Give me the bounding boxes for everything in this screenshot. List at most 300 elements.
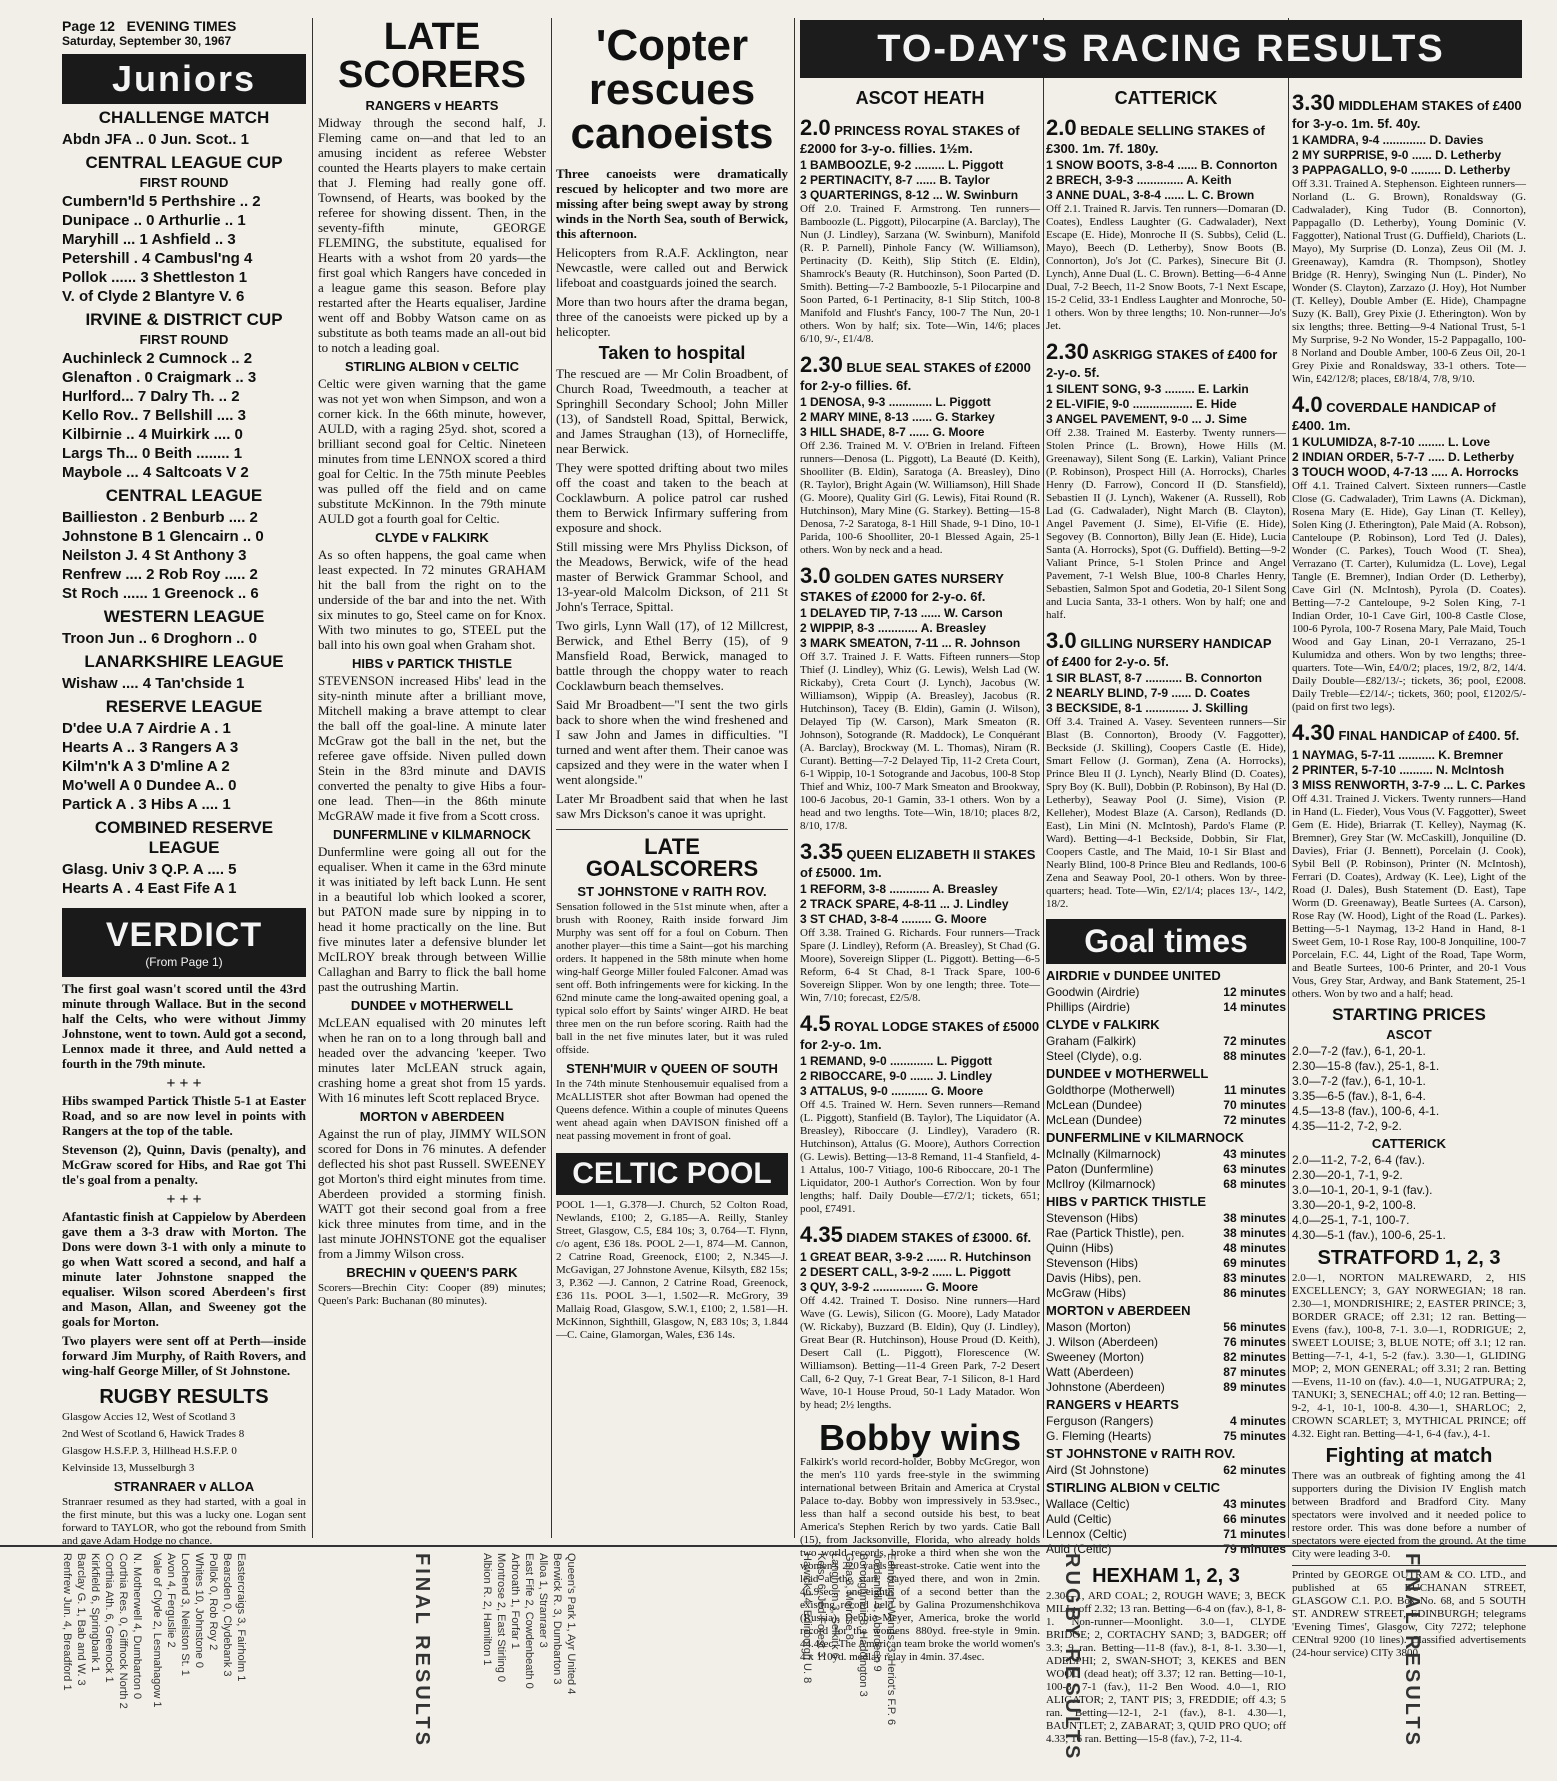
race-placing: 2 PRINTER, 5-7-10 .......... N. McIntosh — [1292, 763, 1505, 777]
goal-row — [1046, 1271, 1286, 1286]
paragraph: Sensation followed in the 51st minute when, after a brush with Rooney, Raith inside forward Jim Murphy was sent off for a foul on Coburn. Then another player—this time a Saint—got his marching orders. It happened in the 58th minute when home wing-half George Miller fouled Falconer. Amad was sent off. Both infringements were for kicking. In the 62nd minute came the long-awaited opening goal, a typical solo effort by Saints' winger AIRD. He beat three men on the run before scoring. Raith had the ball in the net five minutes later, but it was ruled offside. — [556, 901, 788, 1056]
result-line: Bearsden 0, Clydebank 3 — [221, 1553, 233, 1677]
race-name: BEDALE SELLING STAKES of £300. 1m. 7f. 180y. — [1046, 123, 1265, 156]
result-line: Hearts A . 4 East Fife A 1 — [62, 880, 237, 897]
result-line: Glasg. Univ 3 Q.P. A .... 5 — [62, 861, 237, 878]
match-heading: HIBS v PARTICK THISTLE — [351, 656, 513, 671]
scorer: Quinn (Hibs) — [1046, 1241, 1114, 1255]
race-placing: 3 QUY, 3-9-2 ............... G. Moore — [800, 1280, 979, 1294]
sp-line: 2.0—11-2, 7-2, 6-4 (fav.). — [1292, 1153, 1425, 1167]
paragraph: Helicopters from R.A.F. Acklington, near Newcastle, were called out and Berwick lifeboat and coastguards joined the search. — [556, 245, 788, 290]
race-name: FINAL HANDICAP of £400. 5f. — [1334, 728, 1520, 743]
goal-row — [1046, 1512, 1286, 1527]
scorer: Graham (Falkirk) — [1046, 1034, 1137, 1048]
scorer: Ferguson (Rangers) — [1046, 1414, 1154, 1428]
result-line: Jordanhill 3, Aberdeen 9 — [871, 1553, 883, 1672]
goal-minute: 69 minutes — [1223, 1256, 1286, 1270]
race-name: MIDDLEHAM STAKES of £400 for 3-y-o. 1m. 5f. 40y. — [1292, 98, 1522, 131]
race-time: 2.30 — [1046, 339, 1089, 364]
goal-minute: 70 minutes — [1223, 1098, 1286, 1112]
column-rule — [1288, 18, 1289, 1538]
scorer: Stevenson (Hibs) — [1046, 1256, 1139, 1270]
race-name: GILLING NURSERY HANDICAP of £400 for 2-y-o. 5f. — [1046, 636, 1272, 669]
scorer: Sweeney (Morton) — [1046, 1350, 1145, 1364]
result-line: Mo'well A 0 Dundee A.. 0 — [62, 777, 237, 794]
race-heading — [800, 839, 1040, 880]
race-time: 3.0 — [800, 563, 831, 588]
race-notes: Off 4.31. Trained J. Vickers. Twenty runners—Hand in Hand (L. Fieder), Vous Vous (V. Faggotter), Sweet Gem (E. Hide), Briarrak (T. Kelley), Naymag (K. Bremner), Grey Star (W. McCaskill), Jonquiline (D. Davies), Friar (J. Bennett), Porcelain (J. Cook), Sybil Bell (P. Robinson), Printer (N. McIntosh), Ferrari (D. Coates), Ardway (K. Lee), Light of the Road (J. Dales), Bush Statement (D. East), Tape Worm (D. Greenaway), Beatle Surtees (A. Carson), Rose Ray (W. Hood), Light of the Road (L. Parkes). Betting—5-1 Naymag, 13-2 Hand in Hand, 8-1 Sweet Gem, 10-1 Rose Ray, 100-8 Jonquiline, 100-7 Porcelain, F.C. 44, Light of the Road, Tape Worm, and Beatle Surtees, 100-6 Printer, and 20-1 Vous Vous, Grey Star, Ardway, and Bank Statement, 25-1 others. Won by two and a half; head. — [1292, 793, 1526, 1000]
match-heading: DUNDEE v MOTHERWELL — [1046, 1066, 1209, 1081]
scorer: McInally (Kilmarnock) — [1046, 1147, 1161, 1161]
course-name: ASCOT — [1386, 1027, 1432, 1042]
page-number: Page 12 — [62, 18, 115, 34]
race-placing: 2 TRACK SPARE, 4-8-11 ... J. Lindley — [800, 897, 1009, 911]
paragraph: Scorers—Brechin City: Cooper (89) minutes; Queen's Park: Buchanan (80 minutes). — [318, 1282, 546, 1307]
result-line: Pollok 0, Rob Roy 2 — [207, 1553, 219, 1651]
result-line: Edinburgh Wands. 3, Heriot's F.P. 6 — [885, 1553, 897, 1726]
race-placing: 3 BECKSIDE, 8-1 ............. J. Skilling — [1046, 701, 1249, 715]
result-line: Lochend 3, Neilston St. 1 — [179, 1553, 191, 1676]
paragraph: McLEAN equalised with 20 minutes left when he ran on to a long through ball and headed over the advancing 'keeper. Two minutes later McLEAN struck again, crashing home a great shot from 15 yards. With 16 minutes left Scott replaced Bryce. — [318, 1015, 546, 1105]
paragraph: As so often happens, the goal came when least expected. In 72 minutes GRAHAM hit the ball from the right on to the underside of the bar and into the net. With six minutes to go, Steel came on for Knox. With two minutes to go, STEEL put the ball into his own goal when Graham shot. — [318, 547, 546, 652]
race-heading — [800, 1222, 1040, 1248]
result-line: D'dee U.A 7 Airdrie A . 1 — [62, 720, 231, 737]
hexham-title: HEXHAM 1, 2, 3 — [1092, 1565, 1240, 1587]
race-placing: 3 PAPPAGALLO, 9-0 ......... D. Letherby — [1292, 163, 1511, 177]
result-line: Renfrew .... 2 Rob Roy ..... 2 — [62, 566, 258, 583]
race-notes: Off 3.7. Trained J. F. Watts. Fifteen runners—Stop Thief (J. Lindley), Whiz (G. Lewis), Welsh Lad (W. Rickaby), Creta Court (J. Lynch), Jacobus (W. Williamson), Wippip (A. Breasley), Jacobus (R. Hutchinson), Tacey (B. Eldin), Gamin (J. Wilson), Delayed Tip (W. Carson), Mark Smeaton (R. Johnson), Sotogrande (R. Maddock), Le Conquérant (A. Barclay), Brockway (M. L. Thomas), Niram (R. Curant). Betting—7-2 Delayed Tip, 11-2 Creta Court, 6-1 Wippip, 10-1 Sotogrande and Jacobus, 100-8 Stop Thief and Whiz, 100-7 Mark Smeaton and Brookway, 100-6 Jacobus, 20-1 Gamin, 33-1 others. Won by a head and two lengths. Tote—Win, 18/10; places 8/2, 8/10, 17/8. — [800, 651, 1040, 832]
late-goalscorers-title: LATE GOALSCORERS — [556, 829, 788, 880]
race-name: GOLDEN GATES NURSERY STAKES of £2000 for 2-y-o. 6f. — [800, 571, 1004, 604]
match-heading: BRECHIN v QUEEN'S PARK — [346, 1265, 518, 1280]
race-placing: 1 SNOW BOOTS, 3-8-4 ...... B. Connorton — [1046, 158, 1278, 172]
course-name: CATTERICK — [1114, 88, 1218, 108]
goal-row — [1046, 1000, 1286, 1015]
sp-line: 3.30—20-1, 9-2, 100-8. — [1292, 1198, 1417, 1212]
goal-row — [1046, 1320, 1286, 1335]
goal-minute: 12 minutes — [1223, 985, 1286, 999]
race-placing: 3 MISS RENWORTH, 3-7-9 ... L. C. Parkes — [1292, 778, 1526, 792]
goal-minute: 62 minutes — [1223, 1463, 1286, 1477]
scorer: Wallace (Celtic) — [1046, 1497, 1130, 1511]
scorer: Goldthorpe (Motherwell) — [1046, 1083, 1175, 1097]
match-heading: RANGERS v HEARTS — [365, 98, 499, 113]
race-placing: 2 PERTINACITY, 8-7 ...... B. Taylor — [800, 173, 990, 187]
goal-row — [1046, 1414, 1286, 1429]
scorer: Auld (Celtic) — [1046, 1542, 1112, 1556]
goal-minute: 14 minutes — [1223, 1000, 1286, 1014]
race-placing: 3 TOUCH WOOD, 4-7-13 ..... A. Horrocks — [1292, 465, 1519, 479]
goal-minute: 43 minutes — [1223, 1497, 1286, 1511]
result-line: Albion R. 2, Hamilton 1 — [481, 1553, 493, 1666]
issue-date: Saturday, September 30, 1967 — [62, 34, 232, 48]
result-line: Hurlford... 7 Dalry Th. .. 2 — [62, 388, 240, 405]
sp-line: 4.5—13-8 (fav.), 100-6, 4-1. — [1292, 1104, 1440, 1118]
sp-line: 2.0—7-2 (fav.), 6-1, 20-1. — [1292, 1044, 1426, 1058]
result-line: Neilston J. 4 St Anthony 3 — [62, 547, 247, 564]
race-name: PRINCESS ROYAL STAKES of £2000 for 3-y-o. fillies. 1½m. — [800, 123, 1020, 156]
race-placing: 1 REFORM, 3-8 ............ A. Breasley — [800, 882, 998, 896]
result-line: Wishaw .... 4 Tan'chside 1 — [62, 675, 245, 692]
race-placing: 1 NAYMAG, 5-7-11 ........... K. Bremner — [1292, 748, 1503, 762]
goal-minute: 56 minutes — [1223, 1320, 1286, 1334]
goal-row — [1046, 1527, 1286, 1542]
goal-row — [1046, 1286, 1286, 1301]
column-rule — [794, 18, 795, 1538]
goal-row — [1046, 1350, 1286, 1365]
paragraph: More than two hours after the drama began, three of the canoeists were picked up by a helicopter. — [556, 294, 788, 339]
match-heading: STRANRAER v ALLOA — [113, 1479, 255, 1494]
bobby-headline: Bobby wins — [818, 1417, 1021, 1458]
paragraph: Two players were sent off at Perth—inside forward Jim Murphy, of Raith Rovers, and wing-half George Miller, of St Johnstone. — [62, 1333, 306, 1378]
paragraph: 2.30—1, ARD COAL; 2, ROUGH WAVE; 3, BECK MILL; off 2.32; 13 ran. Betting—6-4 on (fav.), 8-1, 8-1. Non-runner—Moonlight. 3.0—1, CLYDE BRIDGE; 2, CORTACHY SAND; 3, BADGER; off 3.3; 9 ran. Betting—11-8 (fav.), 8-1, 8-1. 3.30—1, ADELPHI; 2, SWAN-SHOT; 3, KEKES and BEN WOOD (dead heat); off 3.37; 12 ran. Betting—10-1, 100-8, 7-1 (fav.), 11-2 Ben Wood. 4.0—1, RIO ALIGATOR; 2, TANT PIS; 3, FREDDIE; off 4.3; 5 ran. Betting—12-1, 2-1 (fav.), 8-1. 4.30—1, BAUNTLET; 2, ZABARAT; 3, QUID PRO QUO; off 4.33; 16 ran. Betting—15-8 (fav.), 7-2, 11-4. — [1046, 1590, 1286, 1745]
match-heading: STIRLING ALBION v CELTIC — [1046, 1480, 1221, 1495]
late-scorers-section — [318, 98, 546, 1308]
paragraph: Falkirk's world record-holder, Bobby McGregor, won the men's 110 yards free-style in the swimming international between Britain and America at Crystal Palace to-day. Bobby won impressively in 53.9sec., less than half a second outside his best, to beat America's Stephen Rerich by two yards. Catie Ball (15), from Jacksonville, Florida, who already holds two world records, broke a third when she won the women's 220 yards breast-stroke. Catie went into the lead at the start, stayed there, and won in 2min. 46.9sec., one-eighth of a second better than the existing record held by Galina Prozumenshchikova (Russia). Debbie Meyer, America, broke the world record for the womens 880yd. free-style in 9min. 44.4sec. The American team broke the world women's 4 x 110yd. medlay relay in 4min. 37.4sec. — [800, 1456, 1040, 1663]
race-time: 3.30 — [1292, 90, 1335, 115]
goal-row — [1046, 1365, 1286, 1380]
race-placing: 1 SILENT SONG, 9-3 ......... E. Larkin — [1046, 382, 1249, 396]
goal-row — [1046, 1497, 1286, 1512]
race-name: BLUE SEAL STAKES of £2000 for 2-y-o fillies. 6f. — [800, 360, 1031, 393]
match-heading: ST JOHNSTONE v RAITH ROV. — [1046, 1446, 1236, 1461]
goal-minute: 89 minutes — [1223, 1380, 1286, 1394]
scorer: G. Fleming (Hearts) — [1046, 1429, 1152, 1443]
result-line: Glenafton . 0 Craigmark .. 3 — [62, 369, 257, 386]
match-heading: HIBS v PARTICK THISTLE — [1046, 1194, 1207, 1209]
copter-headline: 'Copter rescues canoeists — [570, 21, 774, 158]
race-placing: 2 RIBOCCARE, 9-0 ....... J. Lindley — [800, 1069, 993, 1083]
paragraph: The first goal wasn't scored until the 43rd minute through Wallace. But in the second half the Celts, who were without Jimmy Johnstone, went to town. Auld got a second, Lennox made it three, and Auld netted a fourth in the 79th minute. — [62, 981, 306, 1071]
scorer: McGraw (Hibs) — [1046, 1286, 1126, 1300]
race-placing: 1 DENOSA, 9-3 ............. L. Piggott — [800, 395, 991, 409]
race-notes: Off 4.5. Trained W. Hern. Seven runners—Remand (L. Piggott), Stanfield (B. Taylor), The Liquidator (A. Breasley), Riboccare (J. Lindley), Varadero (R. Hutchinson), Attalus (G. Moore), Authors Correction (G. Lewis). Betting—13-8 Remand, 11-4 Stanfield, 4-1 Attalus, 100-7 Vitiago, 100-6 Riboccare, 20-1 The Liquidator, 200-1 Author's Correction. Won by four lengths; half. Daily Double—£7/2/1; tickets, 651; pool, £7491. — [800, 1099, 1040, 1215]
final-results-label: FINAL RESULTS — [411, 1553, 433, 1748]
race-notes: Off 3.31. Trained A. Stephenson. Eighteen runners—Norland (L. G. Brown), Ronaldsway (G. Cadwalader), King Tudor (B. Connorton), Pappagallo (D. Letherby), Young Dominic (V. Faggotter), National Trust (G. Duffield), Chariots (L. Mayo), My Surprise (D. Lonza), Zeus Oil (M. J. Greenaway), Kamdra (R. Thompson), Shotley Bridge (R. Henry), Swinging Nun (L. Pinder), No Wonder (S. Clayton), Zarzazo (J. Hoy), Hot Number (T. Kelley), Double Amber (E. Hide), Champagne Suzy (K. Ball), Grey Pixie (J. Etherington). Won by six lengths; three. Betting—9-4 National Trust, 5-1 My Surprise, 9-2 No Wonder, 15-2 Pappagallo, 100-8 Norland and Double Amber, 100-6 Zeus Oil, 20-1 Grey Pixie and Ronaldsway, 33-1 others. Tote—Win, £42/12/8; places, £8/18/4, 7/8, 9/10. — [1292, 178, 1526, 385]
result-line: Maryhill ... 1 Ashfield .. 3 — [62, 231, 236, 248]
starting-prices-title: STARTING PRICES — [1332, 1005, 1486, 1024]
scorer: Phillips (Airdrie) — [1046, 1000, 1131, 1014]
column-rule — [1043, 18, 1044, 1538]
course-name: ASCOT HEATH — [855, 88, 985, 108]
paragraph: Two girls, Lynn Wall (17), of 12 Millcrest, Berwick, and Ethel Berry (15), of 9 Mansfield Road, Berwick, managed to battle through the choppy water to reach Cocklawburn beach themselves. — [556, 618, 788, 693]
race-heading — [1046, 339, 1286, 380]
match-heading: AIRDRIE v DUNDEE UNITED — [1046, 968, 1221, 983]
results-list — [150, 1553, 248, 1773]
sp-line: 4.30—5-1 (fav.), 100-6, 25-1. — [1292, 1228, 1446, 1242]
sp-line: 3.0—7-2 (fav.), 6-1, 10-1. — [1292, 1074, 1426, 1088]
paragraph: Said Mr Broadbent—"I sent the two girls back to shore when the wind freshened and I saw John and James in difficulties. "I turned and went after them. Their canoe was capsized and they were in the water when I went alongside." — [556, 697, 788, 787]
race-heading — [1046, 628, 1286, 669]
race-list — [1292, 90, 1526, 1001]
result-line: Whites 10, Johnstone 0 — [193, 1553, 205, 1668]
race-heading — [1292, 90, 1526, 131]
section-heading: COMBINED RESERVE LEAGUE — [94, 818, 274, 857]
rugby-line: 2nd West of Scotland 6, Hawick Trades 8 — [62, 1428, 245, 1440]
race-notes: Off 3.4. Trained A. Vasey. Seventeen runners—Sir Blast (B. Connorton), Broody (V. Faggotter), Beckside (J. Skilling), Coopers Castle (E. Hide), Smart Fellow (J. Gorman), Zena (A. Horrocks), Prince Bleu II (J. Lynch), Nearly Blind (D. Coates), Spry Boy (K. Bull), Dobbin (P. Robinson), By Hal (D. Letherby), Seaway Pool (J. Sime), Vision (P. Kelleher), Modest Blaze (A. Carson), Redlands (D. East), Lin Mini (N. McIntosh), Pardo's Flame (P. Ward). Betting—4-1 Beckside, Dobbin, Sir Flat, Coopers Castle, and The Maid, 10-1 Sir Blast and Nearly Blind, 100-8 Prince Bleu and Redlands, 100-6 Zena and Seaway Pool, 20-1 others. Won by three-quarters; head. Tote—Win, £2/1/4; places 13/-, 14/2, 18/2. — [1046, 716, 1286, 910]
race-placing: 2 INDIAN ORDER, 5-7-7 ..... D. Letherby — [1292, 450, 1515, 464]
race-time: 3.0 — [1046, 628, 1077, 653]
race-time: 4.5 — [800, 1011, 831, 1036]
sp-line: 4.0—25-1, 7-1, 100-7. — [1292, 1213, 1410, 1227]
race-name: QUEEN ELIZABETH II STAKES of £5000. 1m. — [800, 847, 1036, 880]
goal-minute: 83 minutes — [1223, 1271, 1286, 1285]
goal-minute: 79 minutes — [1223, 1542, 1286, 1556]
race-placing: 1 DELAYED TIP, 7-13 ...... W. Carson — [800, 606, 1003, 620]
goal-minute: 87 minutes — [1223, 1365, 1286, 1379]
verdict-banner — [62, 908, 306, 977]
scorer: Goodwin (Airdrie) — [1046, 985, 1140, 999]
goal-minute: 88 minutes — [1223, 1049, 1286, 1063]
result-line: Queen's Park 1, Ayr United 4 — [565, 1553, 577, 1695]
race-heading — [800, 115, 1040, 156]
result-line: Pollok ...... 3 Shettleston 1 — [62, 269, 248, 286]
sp-line: 2.30—20-1, 7-1, 9-2. — [1292, 1168, 1403, 1182]
race-notes: Off 2.0. Trained F. Armstrong. Ten runners—Bamboozle (L. Piggott), Pilocarpine (A. Barclay), The Nun (J. Lindley), Sarzana (W. Swinburn), Manifold (R. P. Parnell), Pinhole Fancy (W. Williamson), Pertinacity (D. Keith), Slip Stitch (E. Eldin), Shamrock's Beauty (R. Hutchinson), Soon Parted (D. Smith). Betting—7-2 Bamboozle, 5-1 Pilocarpine and Soon Parted, 6-1 Pertinacity, 8-1 Slip Stitch, 100-8 Manifold and Flusht's Fancy, 100-7 The Nun, 20-1 others. Won by half; six. Tote—Win, 14/6; places 6/10, 9/-, £1/4/8. — [800, 203, 1040, 345]
match-heading: STENH'MUIR v QUEEN OF SOUTH — [566, 1061, 778, 1076]
verdict-title: VERDICT — [105, 916, 263, 954]
race-time: 4.0 — [1292, 392, 1323, 417]
match-heading: ST JOHNSTONE v RAITH ROV. — [577, 884, 767, 899]
paragraph: In the 74th minute Stenhousemuir equalised from a McALLISTER shot after Bowman had opened the Queens defence. Within a couple of minutes Queens went ahead again when DAVISON finished off a neat passing movement in front of goal. — [556, 1078, 788, 1142]
result-line: Montrose 2, East Stirling 0 — [495, 1553, 507, 1683]
round-label: FIRST ROUND — [139, 175, 229, 190]
section-heading: CENTRAL LEAGUE — [105, 486, 263, 505]
match-heading: DUNFERMLINE v KILMARNOCK — [1046, 1130, 1244, 1145]
scorer: Stevenson (Hibs) — [1046, 1211, 1139, 1225]
paragraph: STEVENSON increased Hibs' lead in the sity-ninth minute after a brilliant move, Mitchell making a brave attempt to clear the ball off the goal-line. A minute later McGraw got the ball in the net, but the referee gave offside. Niven pulled down Stein in the 83rd minute and DAVIS converted the penalty to give Hibs a four-one lead. Then—in the 86th minute McGRAW made it five from a Scott cross. — [318, 673, 546, 823]
result-line: Dunipace .. 0 Arthurlie .. 1 — [62, 212, 246, 229]
fighting-title: Fighting at match — [1325, 1445, 1493, 1467]
scorer: McLean (Dundee) — [1046, 1098, 1143, 1112]
goal-minute: 63 minutes — [1223, 1162, 1286, 1176]
race-name: ASKRIGG STAKES of £400 for 2-y-o. 5f. — [1046, 347, 1278, 380]
match-heading: DUNDEE v MOTHERWELL — [350, 998, 514, 1013]
goal-row — [1046, 1049, 1286, 1064]
final-results-label-block — [410, 1553, 450, 1773]
column-rule — [312, 18, 313, 1538]
goal-row — [1046, 1226, 1286, 1241]
result-line: Kello Rov.. 7 Bellshill .... 3 — [62, 407, 246, 424]
goal-minute: 75 minutes — [1223, 1429, 1286, 1443]
goal-row — [1046, 1083, 1286, 1098]
late-scorers-title: LATE SCORERS — [338, 16, 526, 96]
race-placing: 3 ANNE DUAL, 3-8-4 ...... L. C. Brown — [1046, 188, 1255, 202]
race-placing: 3 MARK SMEATON, 7-11 ... R. Johnson — [800, 636, 1021, 650]
race-heading — [1292, 720, 1526, 746]
goal-minute: 43 minutes — [1223, 1147, 1286, 1161]
match-heading: CLYDE v FALKIRK — [1046, 1017, 1160, 1032]
results-list — [800, 1553, 898, 1773]
paragraph: Celtic were given warning that the game was not yet won when Simpson, and won a corner kick. In the 66th minute, however, AULD, with a raging 25yd. shot, scored a brilliant second goal for Celtic. Nineteen minutes from time LENNOX scored a third goal for Celtic. In the 75th minute Peebles was pulled off the field and on came substitute McKinnon. In the 79th minute AULD got a fourth goal for Celtic. — [318, 376, 546, 526]
result-line: Baillieston . 2 Benburb .... 2 — [62, 509, 258, 526]
sp-list — [1292, 1153, 1526, 1243]
result-line: Renfrew Jun. 4, Breadford 1 — [61, 1553, 73, 1691]
race-placing: 1 GREAT BEAR, 3-9-2 ...... R. Hutchinson — [800, 1250, 1032, 1264]
scorer: Rae (Partick Thistle), pen. — [1046, 1226, 1185, 1240]
race-placing: 3 ANGEL PAVEMENT, 9-0 ... J. Sime — [1046, 412, 1247, 426]
race-list — [1046, 115, 1286, 911]
race-name: ROYAL LODGE STAKES of £5000 for 2-y-o. 1m. — [800, 1019, 1040, 1052]
results-list — [480, 1553, 578, 1773]
section-heading: IRVINE & DISTRICT CUP — [85, 310, 283, 329]
paragraph: Stranraer resumed as they had started, with a goal in the first minute, but this was a lucky one. Logan sent forward to TAYLOR, who got the rebound from Smith and gave Adam Hodge no chance. — [62, 1496, 306, 1547]
race-placing: 2 DESERT CALL, 3-9-2 ...... L. Piggott — [800, 1265, 1011, 1279]
separator: + + + — [166, 1075, 202, 1092]
result-line: Barclay G. 1, Bab and W. 3 — [75, 1553, 87, 1686]
result-line: Hawick 14, Edinburgh U. 8 — [801, 1553, 813, 1684]
race-time: 4.30 — [1292, 720, 1335, 745]
race-list — [800, 115, 1040, 1412]
race-placing: 2 MY SURPRISE, 9-0 ...... D. Letherby — [1292, 148, 1502, 162]
results-block — [800, 1553, 1040, 1773]
result-line: Corthia Ath. 6, Greenock 1 — [103, 1553, 115, 1683]
result-line: Hearts A .. 3 Rangers A 3 — [62, 739, 239, 756]
race-placing: 1 BAMBOOZLE, 9-2 ......... L. Piggott — [800, 158, 1004, 172]
race-notes: Off 2.38. Trained M. Easterby. Twenty runners—Stolen Prince (L. Brown), Howe Hills (M. Greenaway), Silent Song (E. Larkin), Valiant Prince (P. Robinson), Prospect Hill (A. Horrocks), Charles Henry (D. Farrow), Concord II (D. Stansfield), Sebastien II (J. Lynch), Wakener (A. Russell), Rob Lad (G. Cadwalader), Night March (B. Clayton), Angel Pavement (J. Sime), El-Vifie (E. Hide), Segovey (B. Connorton), Billy Jean (E. Hide), Lucia Santa (A. Horrocks), Spot (G. Duffield). Betting—9-2 Valiant Prince, 5-1 Stolen Prince and Angel Pavement, 7-1 Welsh Blue, 100-8 Charles Henry, Sebastien, Salmon Spot and Godetia, 20-1 Silent Song and Lucia Santa, 33-1 others. Won by half; one and half. — [1046, 427, 1286, 621]
goal-minute: 66 minutes — [1223, 1512, 1286, 1526]
results-block — [150, 1553, 400, 1773]
paragraph: Dunfermline were going all out for the equaliser. When it came in the 63rd minute it was initiated by left back Lunn. He sent in a beautiful lob which looked a scorer, but PATON made sure by nipping in to head it home practically on the line. But five minutes later a defensive blunder let McILROY break through between Willie Callaghan and Barry to flick the ball home past the outrushing Martin. — [318, 844, 546, 994]
goal-row — [1046, 1034, 1286, 1049]
goal-row — [1046, 985, 1286, 1000]
goal-row — [1046, 1463, 1286, 1478]
race-placing: 3 QUARTERINGS, 8-12 ... W. Swinburn — [800, 188, 1019, 202]
race-placing: 1 SIR BLAST, 8-7 ........... B. Connorton — [1046, 671, 1263, 685]
result-line: Gala 3, Melrose 8 — [843, 1553, 855, 1640]
result-line: V. of Clyde 2 Blantyre V. 6 — [62, 288, 245, 305]
scorer: Auld (Celtic) — [1046, 1512, 1112, 1526]
race-time: 3.35 — [800, 839, 843, 864]
race-heading — [800, 563, 1040, 604]
paragraph: There was an outbreak of fighting among the 41 supporters during the Division IV English match between Bradford and Bradford City. Many spectators were involved and it needed police to restore order. This was done before a number of spectators were ejected from the ground. At the time City were leading 3-0. — [1292, 1470, 1526, 1560]
result-line: Avon 4, Ferguslie 2 — [165, 1553, 177, 1648]
final-results-label: FINAL RESULTS — [1401, 1553, 1423, 1748]
scorer: Paton (Dunfermline) — [1046, 1162, 1154, 1176]
course-name: CATTERICK — [1371, 1136, 1447, 1151]
race-time: 2.0 — [1046, 115, 1077, 140]
result-line: Cumbern'ld 5 Perthshire .. 2 — [62, 193, 261, 210]
paragraph: They were spotted drifting about two miles off the coast and taken to the beach at Cocklawburn. A police patrol car rushed them to Berwick Infirmary suffering from exposure and shock. — [556, 460, 788, 535]
scorer: Johnstone (Aberdeen) — [1046, 1380, 1165, 1394]
match-heading: STIRLING ALBION v CELTIC — [344, 359, 520, 374]
results-list — [60, 1553, 144, 1773]
result-line: Arbroath 1, Forfar 1 — [509, 1553, 521, 1649]
section-heading: CENTRAL LEAGUE CUP — [85, 153, 283, 172]
column-late-scorers — [318, 18, 546, 1538]
goal-row — [1046, 1335, 1286, 1350]
race-placing: 1 REMAND, 9-0 ............. L. Piggott — [800, 1054, 993, 1068]
rugby-line: Glasgow Accies 12, West of Scotland 3 — [62, 1411, 236, 1423]
match-heading: DUNFERMLINE v KILMARNOCK — [333, 827, 531, 842]
column-copter — [556, 18, 788, 1538]
race-placing: 2 EL-VIFIE, 9-0 .................. E. Hide — [1046, 397, 1237, 411]
race-name: COVERDALE HANDICAP of £400. 1m. — [1292, 400, 1496, 433]
goal-row — [1046, 1113, 1286, 1128]
final-results-strip — [0, 1545, 1557, 1781]
column-juniors — [62, 18, 306, 1547]
result-line: Auchinleck 2 Cumnock .. 2 — [62, 350, 253, 367]
goal-minute: 86 minutes — [1223, 1286, 1286, 1300]
goal-minute: 68 minutes — [1223, 1177, 1286, 1191]
scorer: J. Wilson (Aberdeen) — [1046, 1335, 1159, 1349]
goal-row — [1046, 1177, 1286, 1192]
paragraph: 2.0—1, NORTON MALREWARD, 2, HIS EXCELLENCY; 3, GAY NORWEGIAN; 18 ran. 2.30—1, MONDRISHIRE; 2, EASTER PRINCE; 3, BORDER GRACE; off 2.31; 12 ran. Betting—Evens (fav.), 100-8, 7-1. 3.0—1, RODRIGUE; 2, SWEET LOUISE; 3, BLUE NOTE; off 3.1; 12 ran. Betting—7-1, 4-1, 5-2 (fav.). 3.30—1, GLIDING MOP; 2, MON GENERAL; off 3.31; 2 ran. Betting—Evens, 11-10 on (fav.). 4.0—1, NUGATPURA; 2, TANUKI; 3, SENECHAL; off 4.0; 12 ran. Betting—9-2, 4-1, 10-1, 100-8. 4.30—1, SHARLOC; 2, CROWN SCARLET; 3, MYTHICAL PRINCE; off 4.32. Eight ran. Betting—4-1, 6-4 (fav.), 4-1. — [1292, 1272, 1526, 1440]
final-results-label-block — [1400, 1553, 1440, 1773]
result-line: Petershill . 4 Cambusl'ng 4 — [62, 250, 253, 267]
rugby-line: Kelvinside 13, Musselburgh 3 — [62, 1462, 195, 1474]
race-notes: Off 2.36. Trained M. V. O'Brien in Ireland. Fifteen runners—Denosa (L. Piggott), La Beauté (D. Keith), Shoolliter (B. Eldin), Saratoga (A. Breasley), Dino (R. Taylor), Bright Again (W. Williamson), Hill Shade (G. Moore), Quality Girl (G. Lewis), Fitai Round (R. Hutchinson), Mary Mine (G. Starkey). Betting—15-8 Denosa, 7-2 Saratoga, 8-1 Hill Shade, 9-1 Dino, 10-1 Parida, 100-6 Shoolliter, 20-1 Blessed Again, 25-1 others. Won by neck and a head. — [800, 440, 1040, 556]
paper-name: EVENING TIMES — [126, 18, 237, 34]
scorer: Aird (St Johnstone) — [1046, 1463, 1149, 1477]
race-placing: 3 HILL SHADE, 8-7 ...... G. Moore — [800, 425, 985, 439]
result-line: Boroughmuir 8, Haddington 3 — [857, 1553, 869, 1697]
section-heading: RESERVE LEAGUE — [105, 697, 263, 716]
goal-minute: 48 minutes — [1223, 1241, 1286, 1255]
goal-minute: 71 minutes — [1223, 1527, 1286, 1541]
paragraph: Three canoeists were dramatically rescued by helicopter and two more are missing after being swept away by strong winds in the North Sea, south of Berwick, this afternoon. — [556, 166, 788, 241]
goal-row — [1046, 1098, 1286, 1113]
result-line: Abdn JFA .. 0 Jun. Scot.. 1 — [62, 131, 249, 148]
race-placing: 2 NEARLY BLIND, 7-9 ...... D. Coates — [1046, 686, 1251, 700]
goal-minute: 38 minutes — [1223, 1211, 1286, 1225]
goal-times-title: Goal times — [1046, 919, 1286, 964]
race-time: 4.35 — [800, 1222, 843, 1247]
paragraph: Stevenson (2), Quinn, Davis (penalty), and McGraw scored for Hibs, and Rae got Thi tle's goal from a penalty. — [62, 1142, 306, 1187]
result-line: St Roch ...... 1 Greenock .. 6 — [62, 585, 259, 602]
round-label: FIRST ROUND — [139, 332, 229, 347]
racing-results-banner: TO-DAY'S RACING RESULTS — [800, 20, 1522, 78]
result-line: Eastercraigs 3, Fairholm 1 — [235, 1553, 247, 1682]
goal-row — [1046, 1241, 1286, 1256]
goal-row — [1046, 1429, 1286, 1444]
race-heading — [1046, 115, 1286, 156]
result-line: Troon Jun .. 6 Droghorn .. 0 — [62, 630, 258, 647]
scorer: Steel (Clyde), o.g. — [1046, 1049, 1143, 1063]
goal-minute: 76 minutes — [1223, 1335, 1286, 1349]
result-line: Largs Th... 0 Beith ........ 1 — [62, 445, 243, 462]
result-line: Partick A . 3 Hibs A .... 1 — [62, 796, 231, 813]
goal-row — [1046, 1147, 1286, 1162]
goal-minute: 11 minutes — [1223, 1083, 1286, 1097]
result-line: Vale of Clyde 2, Lesmahagow 1 — [151, 1553, 163, 1708]
goal-times-list — [1046, 968, 1286, 1557]
race-placing: 3 ST CHAD, 3-8-4 ......... G. Moore — [800, 912, 987, 926]
paragraph: Midway through the second half, J. Fleming came on—and that led to an amusing incident as referee Webster counted the Hearts players to make certain that J. Fleming had really gone off. Townsend, of Hearts, was booked by the referee for showing dissent. Then, in the seventy-fifth minute, GEORGE FLEMING, the substitute, equalised for Hearts with a wshot from 20 yards—the first goal which Rangers have conceded in a league game this season. Before play restarted after the Hearts equaliser, Jardine went off and Bobby Watson came on as substitute as both teams made an all-out bid to notch a leading goal. — [318, 115, 546, 355]
race-name: DIADEM STAKES of £3000. 6f. — [842, 1230, 1032, 1245]
results-block — [60, 1553, 143, 1773]
section-heading: LANARKSHIRE LEAGUE — [84, 652, 284, 671]
race-placing: 1 KAMDRA, 9-4 ............. D. Davies — [1292, 133, 1484, 147]
race-notes: Off 2.1. Trained R. Jarvis. Ten runners—Domaran (D. Coates), Endless Laughter (G. Cadwalader), Next Escape (E. Hide), Monroche II (S. Subbs), Celid (L. Mayo), Beech (D. Letherby), Snow Boots (B. Connorton), Jo's Jot (C. Parkes), Sinecure Bit (J. Lynch), Anne Dual (L. C. Brown). Betting—6-4 Anne Dual, 7-2 Beech, 11-2 Snow Boots, 7-1 Next Escape, 15-2 Celid, 33-1 Endless Laughter and Monroche, 50-1 others. Won by three lengths; 10. Non-runner—Jo's Jet. — [1046, 203, 1286, 332]
goal-row — [1046, 1380, 1286, 1395]
result-line: East Fife 2, Cowdenbeath 0 — [523, 1553, 535, 1689]
celtic-pool-title: CELTIC POOL — [556, 1153, 788, 1195]
paragraph: Later Mr Broadbent said that when he last saw Mrs Dickson's canoe it was upright. — [556, 791, 788, 821]
scorer: McLean (Dundee) — [1046, 1113, 1143, 1127]
match-heading: MORTON v ABERDEEN — [359, 1109, 505, 1124]
section-heading: CHALLENGE MATCH — [98, 108, 270, 127]
match-heading: CLYDE v FALKIRK — [375, 530, 489, 545]
goal-row — [1046, 1211, 1286, 1226]
match-heading: RANGERS v HEARTS — [1046, 1397, 1179, 1412]
rugby-results-label-block — [1060, 1553, 1100, 1773]
result-line: Berwick R. 3, Dumbarton 3 — [551, 1553, 563, 1685]
masthead — [62, 18, 306, 34]
race-heading — [800, 1011, 1040, 1052]
paragraph: Still missing were Mrs Phyliss Dickson, of the Meadows, Berwick, wife of the head master of Berwick Grammar School, and 13-year-old Malcolm Dickson, of 211 St John's Terrace, Spittal. — [556, 539, 788, 614]
paragraph: Hibs swamped Partick Thistle 5-1 at Easter Road, and so are now level in points with Rangers at the top of the table. — [62, 1093, 306, 1138]
